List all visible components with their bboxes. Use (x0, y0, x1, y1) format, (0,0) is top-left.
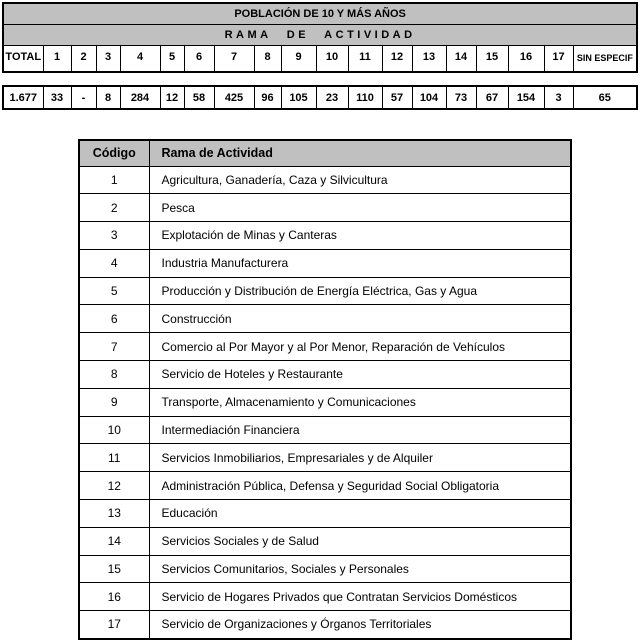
data-value-cell: 105 (281, 86, 316, 109)
column-header-row (3, 45, 637, 72)
table-row (79, 527, 571, 555)
activity-cell: Administración Pública, Defensa y Seguridad Social Obligatoria (149, 472, 571, 500)
code-cell: 3 (79, 222, 149, 250)
column-header-total: TOTAL (3, 45, 43, 72)
data-value-cell: 104 (412, 86, 446, 109)
total-value-cell: 1.677 (3, 86, 43, 109)
data-value-cell: 23 (316, 86, 348, 109)
rama-actividad-title: RAMA DE ACTIVIDAD (3, 24, 637, 45)
table-row (79, 361, 571, 389)
table-row (79, 277, 571, 305)
table-subtitle-row (3, 24, 637, 45)
table-row (79, 249, 571, 277)
rama-de-actividad-header: Rama de Actividad (149, 140, 571, 166)
column-header-cell: 7 (214, 45, 254, 72)
code-cell: 1 (79, 166, 149, 194)
activity-cell: Servicios Comunitarios, Sociales y Personales (149, 555, 571, 583)
table-row (79, 444, 571, 472)
table-row (79, 388, 571, 416)
code-cell: 15 (79, 555, 149, 583)
data-row (3, 86, 637, 109)
activity-cell: Intermediación Financiera (149, 416, 571, 444)
table-row (79, 222, 571, 250)
code-cell: 13 (79, 500, 149, 528)
activity-cell: Servicio de Hogares Privados que Contratan Servicios Domésticos (149, 583, 571, 611)
table-row (79, 555, 571, 583)
code-cell: 4 (79, 249, 149, 277)
code-cell: 8 (79, 361, 149, 389)
column-header-cell: 12 (382, 45, 412, 72)
activity-cell: Industria Manufacturera (149, 249, 571, 277)
data-value-cell: 425 (214, 86, 254, 109)
data-value-cell: 73 (446, 86, 476, 109)
code-cell: 10 (79, 416, 149, 444)
table-row (79, 611, 571, 639)
code-cell: 9 (79, 388, 149, 416)
population-title: POBLACIÓN DE 10 Y MÁS AÑOS (3, 3, 637, 24)
data-value-cell: 110 (348, 86, 382, 109)
table-title-row (3, 3, 637, 24)
data-value-cell: 57 (382, 86, 412, 109)
data-value-cell: 12 (160, 86, 184, 109)
code-cell: 11 (79, 444, 149, 472)
column-header-cell: 2 (71, 45, 96, 72)
column-header-cell: 11 (348, 45, 382, 72)
activity-cell: Educación (149, 500, 571, 528)
activity-cell: Explotación de Minas y Canteras (149, 222, 571, 250)
codes-header-row (79, 140, 571, 166)
activity-codes-table (78, 139, 572, 640)
population-header-table (2, 2, 638, 73)
table-row (79, 500, 571, 528)
column-header-cell: 3 (96, 45, 120, 72)
code-cell: 16 (79, 583, 149, 611)
activity-cell: Pesca (149, 194, 571, 222)
activity-cell: Comercio al Por Mayor y al Por Menor, Reparación de Vehículos (149, 333, 571, 361)
column-header-cell: 14 (446, 45, 476, 72)
code-cell: 14 (79, 527, 149, 555)
data-value-cell: 65 (573, 86, 637, 109)
table-row (79, 583, 571, 611)
activity-cell: Servicio de Organizaciones y Órganos Territoriales (149, 611, 571, 639)
data-value-cell: 96 (254, 86, 281, 109)
activity-cell: Agricultura, Ganadería, Caza y Silvicultura (149, 166, 571, 194)
column-header-cell: 4 (120, 45, 160, 72)
column-header-cell: 6 (184, 45, 214, 72)
data-value-cell: 67 (476, 86, 508, 109)
population-values-table (2, 85, 638, 110)
data-value-cell: 58 (184, 86, 214, 109)
activity-cell: Construcción (149, 305, 571, 333)
code-cell: 2 (79, 194, 149, 222)
table-row (79, 333, 571, 361)
activity-cell: Transporte, Almacenamiento y Comunicaciones (149, 388, 571, 416)
column-header-cell: 17 (544, 45, 573, 72)
activity-cell: Servicios Inmobiliarios, Empresariales y de Alquiler (149, 444, 571, 472)
codigo-header: Código (79, 140, 149, 166)
table-row (79, 166, 571, 194)
table-row (79, 416, 571, 444)
code-cell: 5 (79, 277, 149, 305)
column-header-cell: 15 (476, 45, 508, 72)
data-value-cell: 3 (544, 86, 573, 109)
data-value-cell: 33 (43, 86, 71, 109)
data-value-cell: 8 (96, 86, 120, 109)
code-cell: 12 (79, 472, 149, 500)
code-cell: 7 (79, 333, 149, 361)
code-cell: 17 (79, 611, 149, 639)
data-value-cell: - (71, 86, 96, 109)
table-row (79, 194, 571, 222)
column-header-cell: 5 (160, 45, 184, 72)
column-header-sin-especif: SIN ESPECIF (573, 45, 637, 72)
data-value-cell: 154 (508, 86, 544, 109)
column-header-cell: 8 (254, 45, 281, 72)
activity-cell: Servicio de Hoteles y Restaurante (149, 361, 571, 389)
table-row (79, 305, 571, 333)
table-row (79, 472, 571, 500)
code-cell: 6 (79, 305, 149, 333)
activity-cell: Servicios Sociales y de Salud (149, 527, 571, 555)
column-header-cell: 13 (412, 45, 446, 72)
activity-cell: Producción y Distribución de Energía Eléctrica, Gas y Agua (149, 277, 571, 305)
data-value-cell: 284 (120, 86, 160, 109)
column-header-cell: 16 (508, 45, 544, 72)
column-header-cell: 9 (281, 45, 316, 72)
column-header-cell: 10 (316, 45, 348, 72)
column-header-cell: 1 (43, 45, 71, 72)
